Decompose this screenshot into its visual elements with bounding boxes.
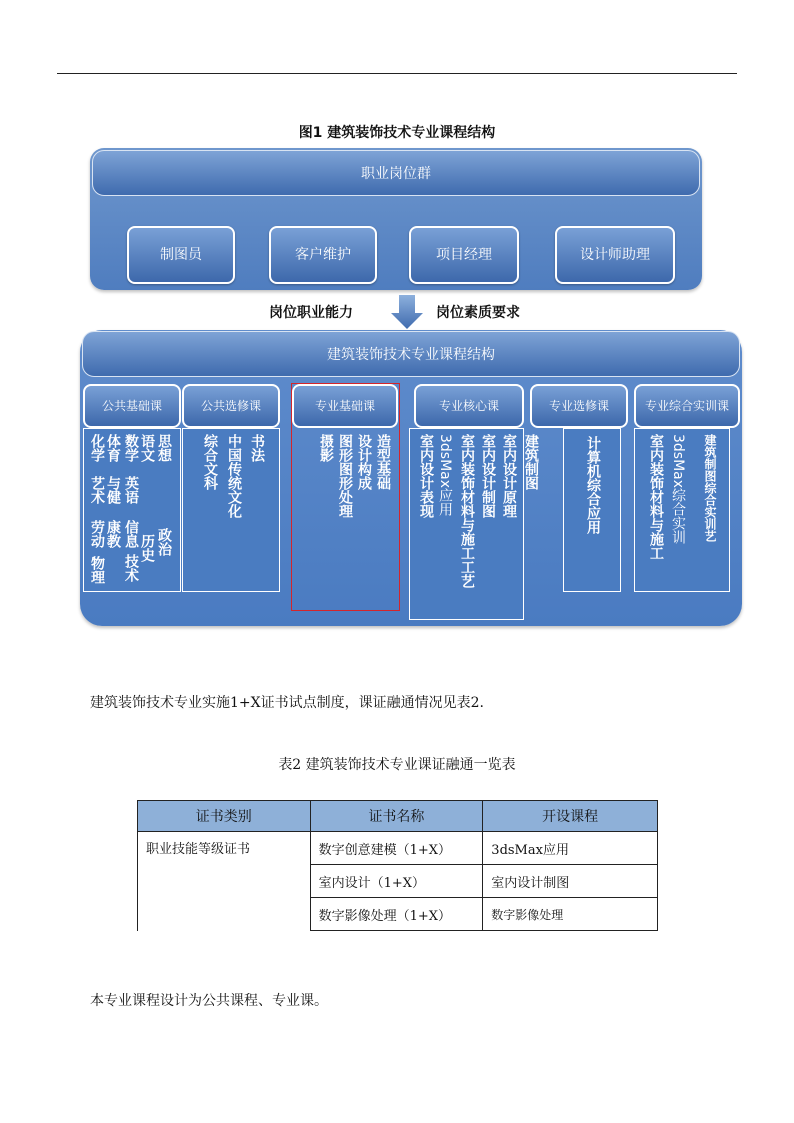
job-group-bar: 职业岗位群	[92, 150, 700, 196]
course-health: 与健	[105, 476, 121, 504]
cell-category: 职业技能等级证书	[138, 832, 311, 931]
category-major-core: 专业核心课	[414, 384, 524, 428]
cell-course: 室内设计制图	[483, 865, 658, 898]
category-public-basic: 公共基础课	[83, 384, 181, 428]
paragraph-1: 建筑装饰技术专业实施1+X证书试点制度，课证融通情况见表2.	[90, 695, 484, 711]
course-chemistry: 化学	[89, 434, 105, 462]
course-history: 历史	[139, 534, 155, 562]
course-structure-bar: 建筑装饰技术专业课程结构	[82, 331, 740, 377]
course-interior-expression: 室内设计表现	[418, 434, 434, 518]
course-labor: 劳动	[89, 520, 105, 548]
course-physics: 物理	[89, 556, 105, 584]
course-modeling-basics: 造型基础	[375, 434, 391, 490]
course-3dsmax-training: 3dsMax综合实训	[670, 434, 686, 545]
ability-right-label: 岗位素质要求	[436, 305, 520, 321]
course-math: 数学	[123, 434, 139, 462]
course-info: 信息	[123, 520, 139, 548]
table-caption: 表2 建筑装饰技术专业课证融通一览表	[278, 757, 516, 773]
course-3dsmax: 3dsMax应用	[437, 434, 453, 517]
job-designer-assistant: 设计师助理	[555, 226, 675, 284]
course-architectural-drawing: 建筑制图	[523, 434, 539, 490]
category-public-elective: 公共选修课	[182, 384, 280, 428]
header-cert-name: 证书名称	[310, 801, 483, 832]
course-tech: 技术	[123, 554, 139, 582]
course-calligraphy: 书法	[249, 434, 265, 462]
cell-cert: 室内设计（1+X）	[310, 865, 483, 898]
certificate-table	[137, 800, 658, 931]
course-graphics-processing: 图形图形处理	[337, 434, 353, 518]
course-materials-construction: 室内装饰材料与施工工艺	[459, 434, 475, 588]
job-client-maintenance: 客户维护	[269, 226, 377, 284]
course-liberal-arts: 综合文科	[202, 434, 218, 490]
course-interior-drawing: 室内设计制图	[480, 434, 496, 518]
cell-cert: 数字创意建模（1+X）	[310, 832, 483, 865]
job-drafter: 制图员	[127, 226, 235, 284]
course-pe: 体育	[105, 434, 121, 462]
category-training: 专业综合实训课	[634, 384, 740, 428]
course-health-edu: 康教	[105, 520, 121, 548]
paragraph-2: 本专业课程设计为公共课程、专业课。	[90, 993, 328, 1009]
course-traditional-culture: 中国传统文化	[226, 434, 242, 518]
header-course: 开设课程	[483, 801, 658, 832]
course-computer-application: 计算机综合应用	[585, 436, 601, 534]
ability-left-label: 岗位职业能力	[269, 305, 353, 321]
header-rule	[57, 73, 737, 74]
course-ideology: 思想	[156, 434, 172, 462]
figure-title: 图1 建筑装饰技术专业课程结构	[298, 125, 496, 141]
job-project-manager: 项目经理	[409, 226, 519, 284]
course-drawing-training: 建筑制图综合实训艺	[703, 434, 717, 542]
course-design-composition: 设计构成	[356, 434, 372, 490]
cell-course: 3dsMax应用	[483, 832, 658, 865]
course-photography: 摄影	[318, 434, 334, 462]
table-row	[138, 832, 658, 865]
course-interior-principles: 室内设计原理	[501, 434, 517, 518]
cell-cert: 数字影像处理（1+X）	[310, 898, 483, 931]
cell-course: 数字影像处理	[483, 898, 658, 931]
down-arrow-icon	[389, 295, 425, 331]
category-major-basic: 专业基础课	[292, 384, 398, 428]
course-chinese: 语文	[139, 434, 155, 462]
header-category: 证书类别	[138, 801, 311, 832]
course-art: 艺术	[89, 476, 105, 504]
course-english: 英语	[123, 476, 139, 504]
table-header-row	[138, 801, 658, 832]
course-politics: 政治	[156, 528, 172, 556]
course-materials-training: 室内装饰材料与施工	[648, 434, 664, 560]
category-major-elective: 专业选修课	[530, 384, 628, 428]
highlight-box	[291, 383, 400, 611]
